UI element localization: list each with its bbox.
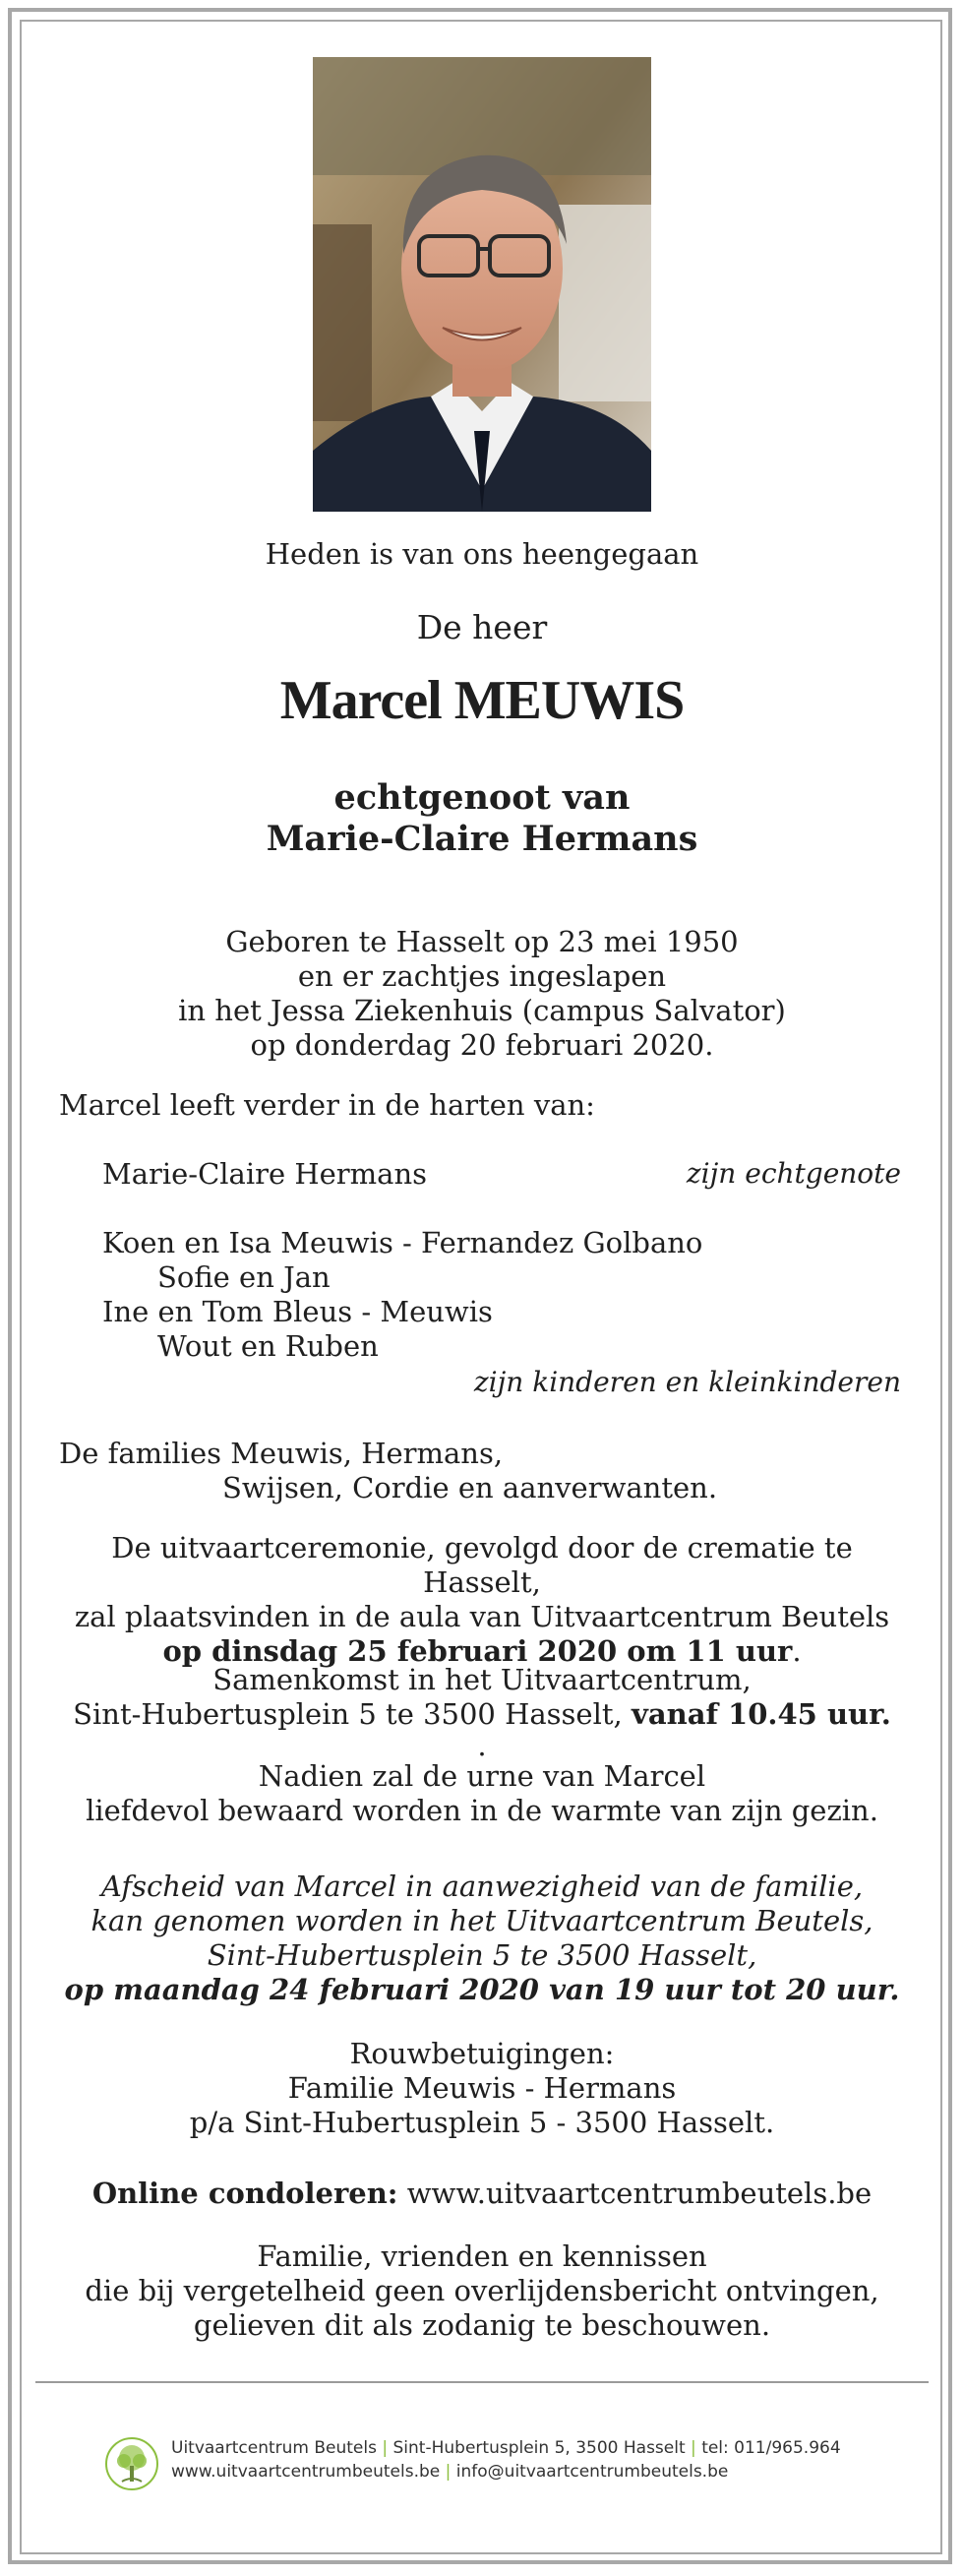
families-line: De families Meuwis, Hermans, (59, 1437, 504, 1470)
closing-text (59, 2239, 905, 2343)
portrait-photo (313, 57, 651, 512)
footer-website[interactable]: www.uitvaartcentrumbeutels.be (171, 2462, 441, 2482)
farewell-line: Sint-Hubertusplein 5 te 3500 Hasselt, (207, 1938, 757, 1972)
farewell-time: op maandag 24 februari 2020 van 19 uur tot 20 uur. (64, 1973, 900, 2006)
mourners-intro: Marcel leeft verder in de harten van: (59, 1088, 595, 1122)
online-label: Online condoleren: (91, 2177, 398, 2210)
gathering-line: Sint-Hubertusplein 5 te 3500 Hasselt, vanaf 10.45 uur. (73, 1697, 891, 1731)
lead-text: Heden is van ons heengegaan (265, 537, 699, 571)
ceremony-date: op dinsdag 25 februari 2020 om 11 uur (162, 1634, 793, 1668)
footer-phone: tel: 011/965.964 (701, 2438, 841, 2458)
closing-line: gelieven dit als zodanig te beschouwen. (193, 2308, 771, 2342)
condolences-family: Familie Meuwis - Hermans (287, 2071, 677, 2105)
dot-separator: . (477, 1729, 487, 1762)
mourner-grandchild: Sofie en Jan (157, 1260, 331, 1294)
farewell-line: kan genomen worden in het Uitvaartcentrum Beutels, (90, 1904, 874, 1937)
ceremony-line: De uitvaartceremonie, gevolgd door de crematie te Hasselt, (111, 1531, 853, 1599)
footer-divider (35, 2381, 929, 2383)
mourner-child: Ine en Tom Bleus - Meuwis (102, 1295, 493, 1328)
birth-info (59, 925, 905, 1063)
closing-line: die bij vergetelheid geen overlijdensbericht ontvingen, (85, 2274, 879, 2307)
families-line: Swijsen, Cordie en aanverwanten. (222, 1471, 718, 1504)
mourner-children-role: zijn kinderen en kleinkinderen (473, 1366, 901, 1398)
mourner-spouse: Marie-Claire Hermans (102, 1157, 428, 1191)
ceremony-date-line: op dinsdag 25 februari 2020 om 11 uur. (162, 1634, 802, 1668)
farewell-line: Afscheid van Marcel in aanwezigheid van de familie, (100, 1870, 864, 1903)
farewell-info (59, 1870, 905, 2007)
condolences-info (59, 2037, 905, 2140)
footer-email[interactable]: info@uitvaartcentrumbeutels.be (455, 2462, 729, 2482)
ceremony-info (59, 1531, 905, 1669)
gathering-info (59, 1663, 905, 1828)
spouse-intro: echtgenoot van (333, 777, 631, 818)
urn-line: liefdevol bewaard worden in de warmte van zijn gezin. (86, 1794, 878, 1827)
footer-company: Uitvaartcentrum Beutels (171, 2438, 377, 2458)
gathering-time: vanaf 10.45 uur. (631, 1697, 891, 1731)
footer-line-2: www.uitvaartcentrumbeutels.be | info@uitvaartcentrumbeutels.be (171, 2462, 729, 2482)
urn-line: Nadien zal de urne van Marcel (258, 1759, 706, 1793)
footer-address: Sint-Hubertusplein 5, 3500 Hasselt (392, 2438, 686, 2458)
online-url[interactable]: www.uitvaartcentrumbeutels.be (406, 2177, 873, 2210)
gathering-line: Samenkomst in het Uitvaartcentrum, (212, 1663, 752, 1696)
footer-line-1: Uitvaartcentrum Beutels | Sint-Hubertusplein 5, 3500 Hasselt | tel: 011/965.964 (171, 2438, 841, 2458)
mourner-child: Koen en Isa Meuwis - Fernandez Golbano (102, 1226, 703, 1259)
tree-logo-icon (104, 2436, 159, 2491)
closing-line: Familie, vrienden en kennissen (257, 2239, 707, 2273)
condolences-address: p/a Sint-Hubertusplein 5 - 3500 Hasselt. (189, 2106, 775, 2139)
birth-line: Geboren te Hasselt op 23 mei 1950 (225, 925, 739, 958)
spouse-name: Marie-Claire Hermans (266, 819, 698, 859)
mourner-grandchild: Wout en Ruben (157, 1329, 379, 1363)
mourner-spouse-role: zijn echtgenote (686, 1157, 901, 1190)
honorific: De heer (416, 608, 548, 646)
birth-line: op donderdag 20 februari 2020. (250, 1028, 714, 1062)
birth-line: in het Jessa Ziekenhuis (campus Salvator) (178, 994, 786, 1027)
condolences-heading: Rouwbetuigingen: (349, 2037, 615, 2070)
ceremony-line: zal plaatsvinden in de aula van Uitvaartcentrum Beutels (74, 1600, 890, 1633)
deceased-name: Marcel MEUWIS (279, 670, 685, 731)
online-condolences (59, 2177, 905, 2211)
birth-line: en er zachtjes ingeslapen (297, 959, 667, 993)
